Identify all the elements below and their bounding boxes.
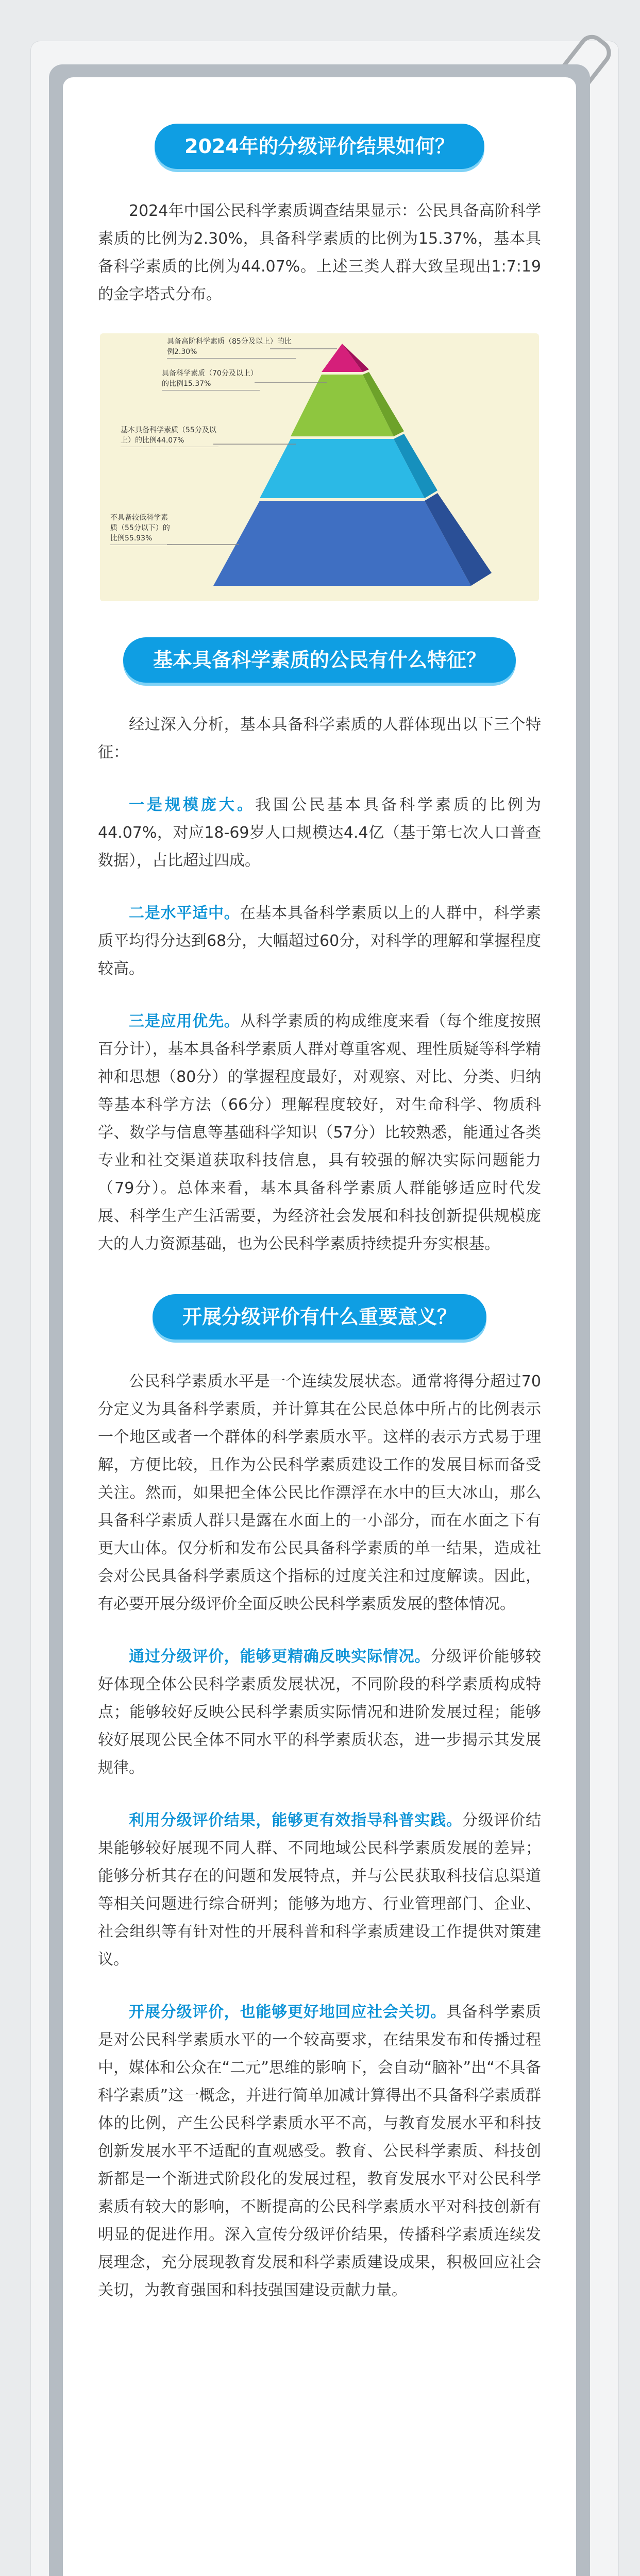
section-results <box>63 124 576 601</box>
paragraph: 2024年中国公民科学素质调查结果显示：公民具备高阶科学素质的比例为2.30%，具备科学素质的比例为15.37%，基本具备科学素质的比例为44.07%。上述三类人群大致呈现出1:7:19的金字塔式分布。 <box>98 202 541 303</box>
section-title: 开展分级评价有什么重要意义？ <box>153 1294 486 1340</box>
pyramid-label-upper: 具备科学素质（70分及以上）的比例15.37% <box>162 368 260 391</box>
feature-lead: 通过分级评价，能够更精确反映实际情况。 <box>129 1648 431 1666</box>
feature-paragraph <box>98 1807 541 1974</box>
pyramid-label-top: 具备高阶科学素质（85分及以上）的比例2.30% <box>167 336 296 359</box>
section-title: 基本具备科学素质的公民有什么特征？ <box>123 637 516 683</box>
section-features <box>63 637 576 1258</box>
pyramid-label-base: 不具备较低科学素质（55分以下）的比例55.93% <box>110 513 172 545</box>
paragraph: 公民科学素质水平是一个连续发展状态。通常将得分超过70分定义为具备科学素质，并计算其在公民总体中所占的比例表示一个地区或者一个群体的科学素质水平。这样的表示方式易于理解，方便比较，且作为公民科学素质建设工作的发展目标而备受关注。然而，如果把全体公民比作漂浮在水中的巨大冰山，那么具备科学素质人群只是露在水面上的一小部分，而在水面之下有更大山体。仅分析和发布公民具备科学素质的单一结果，造成社会对公民具备科学素质这个指标的过度关注和过度解读。因此，有必要开展分级评价全面反映公民科学素质发展的整体情况。 <box>98 1372 541 1613</box>
feature-lead: 一是规模庞大。 <box>129 796 255 814</box>
feature-lead: 三是应用优先。 <box>129 1012 240 1030</box>
feature-paragraph <box>98 1643 541 1782</box>
section-title: 2024年的分级评价结果如何？ <box>155 124 484 169</box>
pyramid-label-middle: 基本具备科学素质（55分及以上）的比例44.07% <box>121 425 218 447</box>
feature-lead: 二是水平适中。 <box>129 904 240 922</box>
feature-paragraph <box>98 1998 541 2304</box>
feature-text: 分级评价结果能够较好展现不同人群、不同地域公民科学素质发展的差异；能够分析其存在的问题和发展特点，并与公民获取科技信息渠道等相关问题进行综合研判；能够为地方、行业管理部门、企业、社会组织等有针对性的开展科普和科学素质建设工作提供对策建议。 <box>98 1811 542 1969</box>
article <box>63 124 576 2341</box>
feature-lead: 开展分级评价，也能够更好地回应社会关切。 <box>129 2003 446 2021</box>
feature-text: 我国公民基本具备科学素质的比例为44.07%，对应18-69岁人口规模达4.4亿（基于第七次人口普查数据），占比超过四成。 <box>98 796 541 870</box>
feature-paragraph <box>98 900 541 983</box>
section-significance <box>63 1294 576 2304</box>
feature-paragraph <box>98 791 541 875</box>
feature-text: 具备科学素质是对公民科学素质水平的一个较高要求，在结果发布和传播过程中，媒体和公众在“二元”思维的影响下，会自动“脑补”出“不具备科学素质”这一概念，并进行简单加减计算得出不具备科学素质群体的比例，产生公民科学素质水平不高，与教育发展水平和科技创新发展水平不适配的直观感受。教育、公民科学素质、科技创新都是一个渐进式阶段化的发展过程，教育发展水平对公民科学素质有较大的影响，不断提高的公民科学素质水平对科技创新有明显的促进作用。深入宣传分级评价结果，传播科学素质连续发展理念，充分展现教育发展和科学素质建设成果，积极回应社会关切，为教育强国和科技强国建设贡献力量。 <box>98 2003 542 2299</box>
feature-paragraph <box>98 1008 541 1258</box>
feature-lead: 利用分级评价结果，能够更有效指导科普实践。 <box>129 1811 462 1829</box>
feature-text: 分级评价能够较好体现全体公民科学素质发展状况，不同阶段的科学素质构成特点；能够较好反映公民科学素质实际情况和进阶发展过程；能够较好展现公民全体不同水平的科学素质状态，进一步揭示其发展规律。 <box>98 1648 542 1777</box>
feature-text: 从科学素质的构成维度来看（每个维度按照百分计），基本具备科学素质人群对尊重客观、理性质疑等科学精神和思想（80分）的掌握程度最好，对观察、对比、分类、归纳等基本科学方法（66分）理解程度较好，对生命科学、物质科学、数学与信息等基础科学知识（57分）比较熟悉，能通过各类专业和社交渠道获取科技信息，具有较强的解决实际问题能力（79分）。总体来看，基本具备科学素质人群能够适应时代发展、科学生产生活需要，为经济社会发展和科技创新提供规模庞大的人力资源基础，也为公民科学素质持续提升夯实根基。 <box>98 1012 542 1253</box>
paragraph: 经过深入分析，基本具备科学素质的人群体现出以下三个特征： <box>98 716 541 761</box>
feature-text: 在基本具备科学素质以上的人群中，科学素质平均得分达到68分，大幅超过60分，对科学的理解和掌握程度较高。 <box>98 904 542 978</box>
pyramid-chart <box>100 333 539 601</box>
